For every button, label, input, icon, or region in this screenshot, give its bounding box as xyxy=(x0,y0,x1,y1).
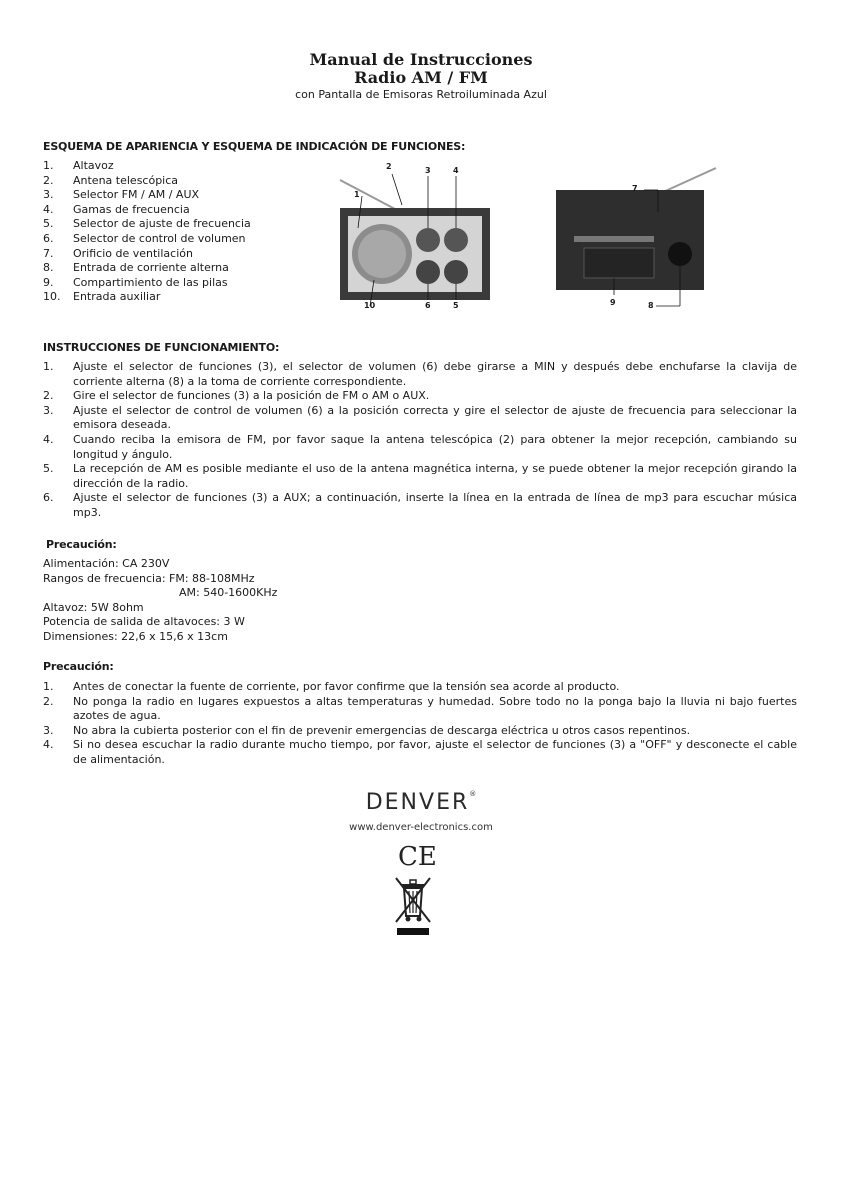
list-item: 10. Entrada auxiliar xyxy=(43,290,161,304)
website-url: www.denver-electronics.com xyxy=(349,822,493,833)
callout-2: 2 xyxy=(386,162,392,171)
operation-heading: INSTRUCCIONES DE FUNCIONAMIENTO: xyxy=(43,341,280,354)
list-item: 2. Antena telescópica xyxy=(43,173,179,187)
list-item: 1. Ajuste el selector de funciones (3), el selector de volumen (6) debe girarse a MIN y después debe enchufarse la clavija de corriente alterna (8) a la toma de corriente correspondiente. xyxy=(43,360,797,388)
callout-10: 10 xyxy=(364,301,376,310)
document-title-model: Radio AM / FM xyxy=(354,68,488,87)
list-item: 3. No abra la cubierta posterior con el fin de prevenir emergencias de descarga eléctrica u otros casos repentinos. xyxy=(43,723,691,737)
callout-5: 5 xyxy=(453,301,459,310)
callout-3: 3 xyxy=(425,166,431,175)
list-item: 2. No ponga la radio en lugares expuestos a altas temperaturas y humedad. Sobre todo no la ponga bajo la lluvia ni bajo fuertes azotes de agua. xyxy=(43,694,797,723)
spec-line: AM: 540-1600KHz xyxy=(179,586,278,600)
list-item: 1. Antes de conectar la fuente de corriente, por favor confirme que la tensión sea acorde al producto. xyxy=(43,680,620,693)
spec-line: Potencia de salida de altavoces: 3 W xyxy=(43,615,245,629)
radio-front-illustration xyxy=(330,150,490,310)
denver-logo: DENVER® xyxy=(365,790,477,815)
list-item: 4. Cuando reciba la emisora de FM, por favor saque la antena telescópica (2) para obtener la mejor recepción, cambiando su longitud y ángulo. xyxy=(43,432,797,461)
list-item: 4. Gamas de frecuencia xyxy=(43,202,190,216)
list-item: 3. Selector FM / AM / AUX xyxy=(43,188,200,202)
list-item: 3. Ajuste el selector de control de volumen (6) a la posición correcta y gire el selector de ajuste de frecuencia para seleccionar la emisora deseada. xyxy=(43,403,797,432)
spec-line: Rangos de frecuencia: FM: 88-108MHz xyxy=(43,571,255,585)
ce-mark-icon: CE xyxy=(398,842,437,872)
parts-list xyxy=(43,159,283,305)
spec-line: Altavoz: 5W 8ohm xyxy=(43,600,144,614)
callout-9: 9 xyxy=(610,298,616,307)
spec-line: Alimentación: CA 230V xyxy=(43,557,170,570)
parts-heading: ESQUEMA DE APARIENCIA Y ESQUEMA DE INDICACIÓN DE FUNCIONES: xyxy=(43,140,466,153)
list-item: 6. Selector de control de volumen xyxy=(43,231,246,245)
callout-8: 8 xyxy=(648,301,654,310)
callout-6: 6 xyxy=(425,301,431,310)
list-item: 6. Ajuste el selector de funciones (3) a AUX; a continuación, inserte la línea en la entrada de línea de mp3 para escuchar música mp3. xyxy=(43,491,797,519)
list-item: 4. Si no desea escuchar la radio durante mucho tiempo, por favor, ajuste el selector de funciones (3) a "OFF" y desconecte el cable de alimentación. xyxy=(43,738,797,766)
list-item: 1. Altavoz xyxy=(43,159,114,172)
caution-heading: Precaución: xyxy=(43,660,114,673)
callout-1: 1 xyxy=(354,190,360,199)
radio-back-figure xyxy=(548,150,718,310)
callout-7: 7 xyxy=(632,184,638,193)
radio-front-figure xyxy=(330,150,490,310)
list-item: 9. Compartimiento de las pilas xyxy=(43,275,228,289)
list-item: 5. Selector de ajuste de frecuencia xyxy=(43,217,251,231)
specs-heading: Precaución: xyxy=(46,538,117,551)
radio-back-illustration xyxy=(548,150,718,310)
callout-4: 4 xyxy=(453,166,459,175)
list-item: 7. Orificio de ventilación xyxy=(43,246,193,260)
caution-list xyxy=(43,680,797,768)
list-item: 5. La recepción de AM es posible mediante el uso de la antena magnética interna, y se puede obtener la mejor recepción girando la dirección de la radio. xyxy=(43,462,797,490)
list-item: 2. Gire el selector de funciones (3) a la posición de FM o AM o AUX. xyxy=(43,389,430,403)
operation-list xyxy=(43,360,797,521)
document-title: Manual de Instrucciones xyxy=(309,50,533,69)
spec-line: Dimensiones: 22,6 x 15,6 x 13cm xyxy=(43,629,228,643)
list-item: 8. Entrada de corriente alterna xyxy=(43,261,229,275)
weee-bin-icon xyxy=(393,876,433,942)
specs-block xyxy=(43,557,277,645)
document-subtitle: con Pantalla de Emisoras Retroiluminada Azul xyxy=(295,88,547,101)
